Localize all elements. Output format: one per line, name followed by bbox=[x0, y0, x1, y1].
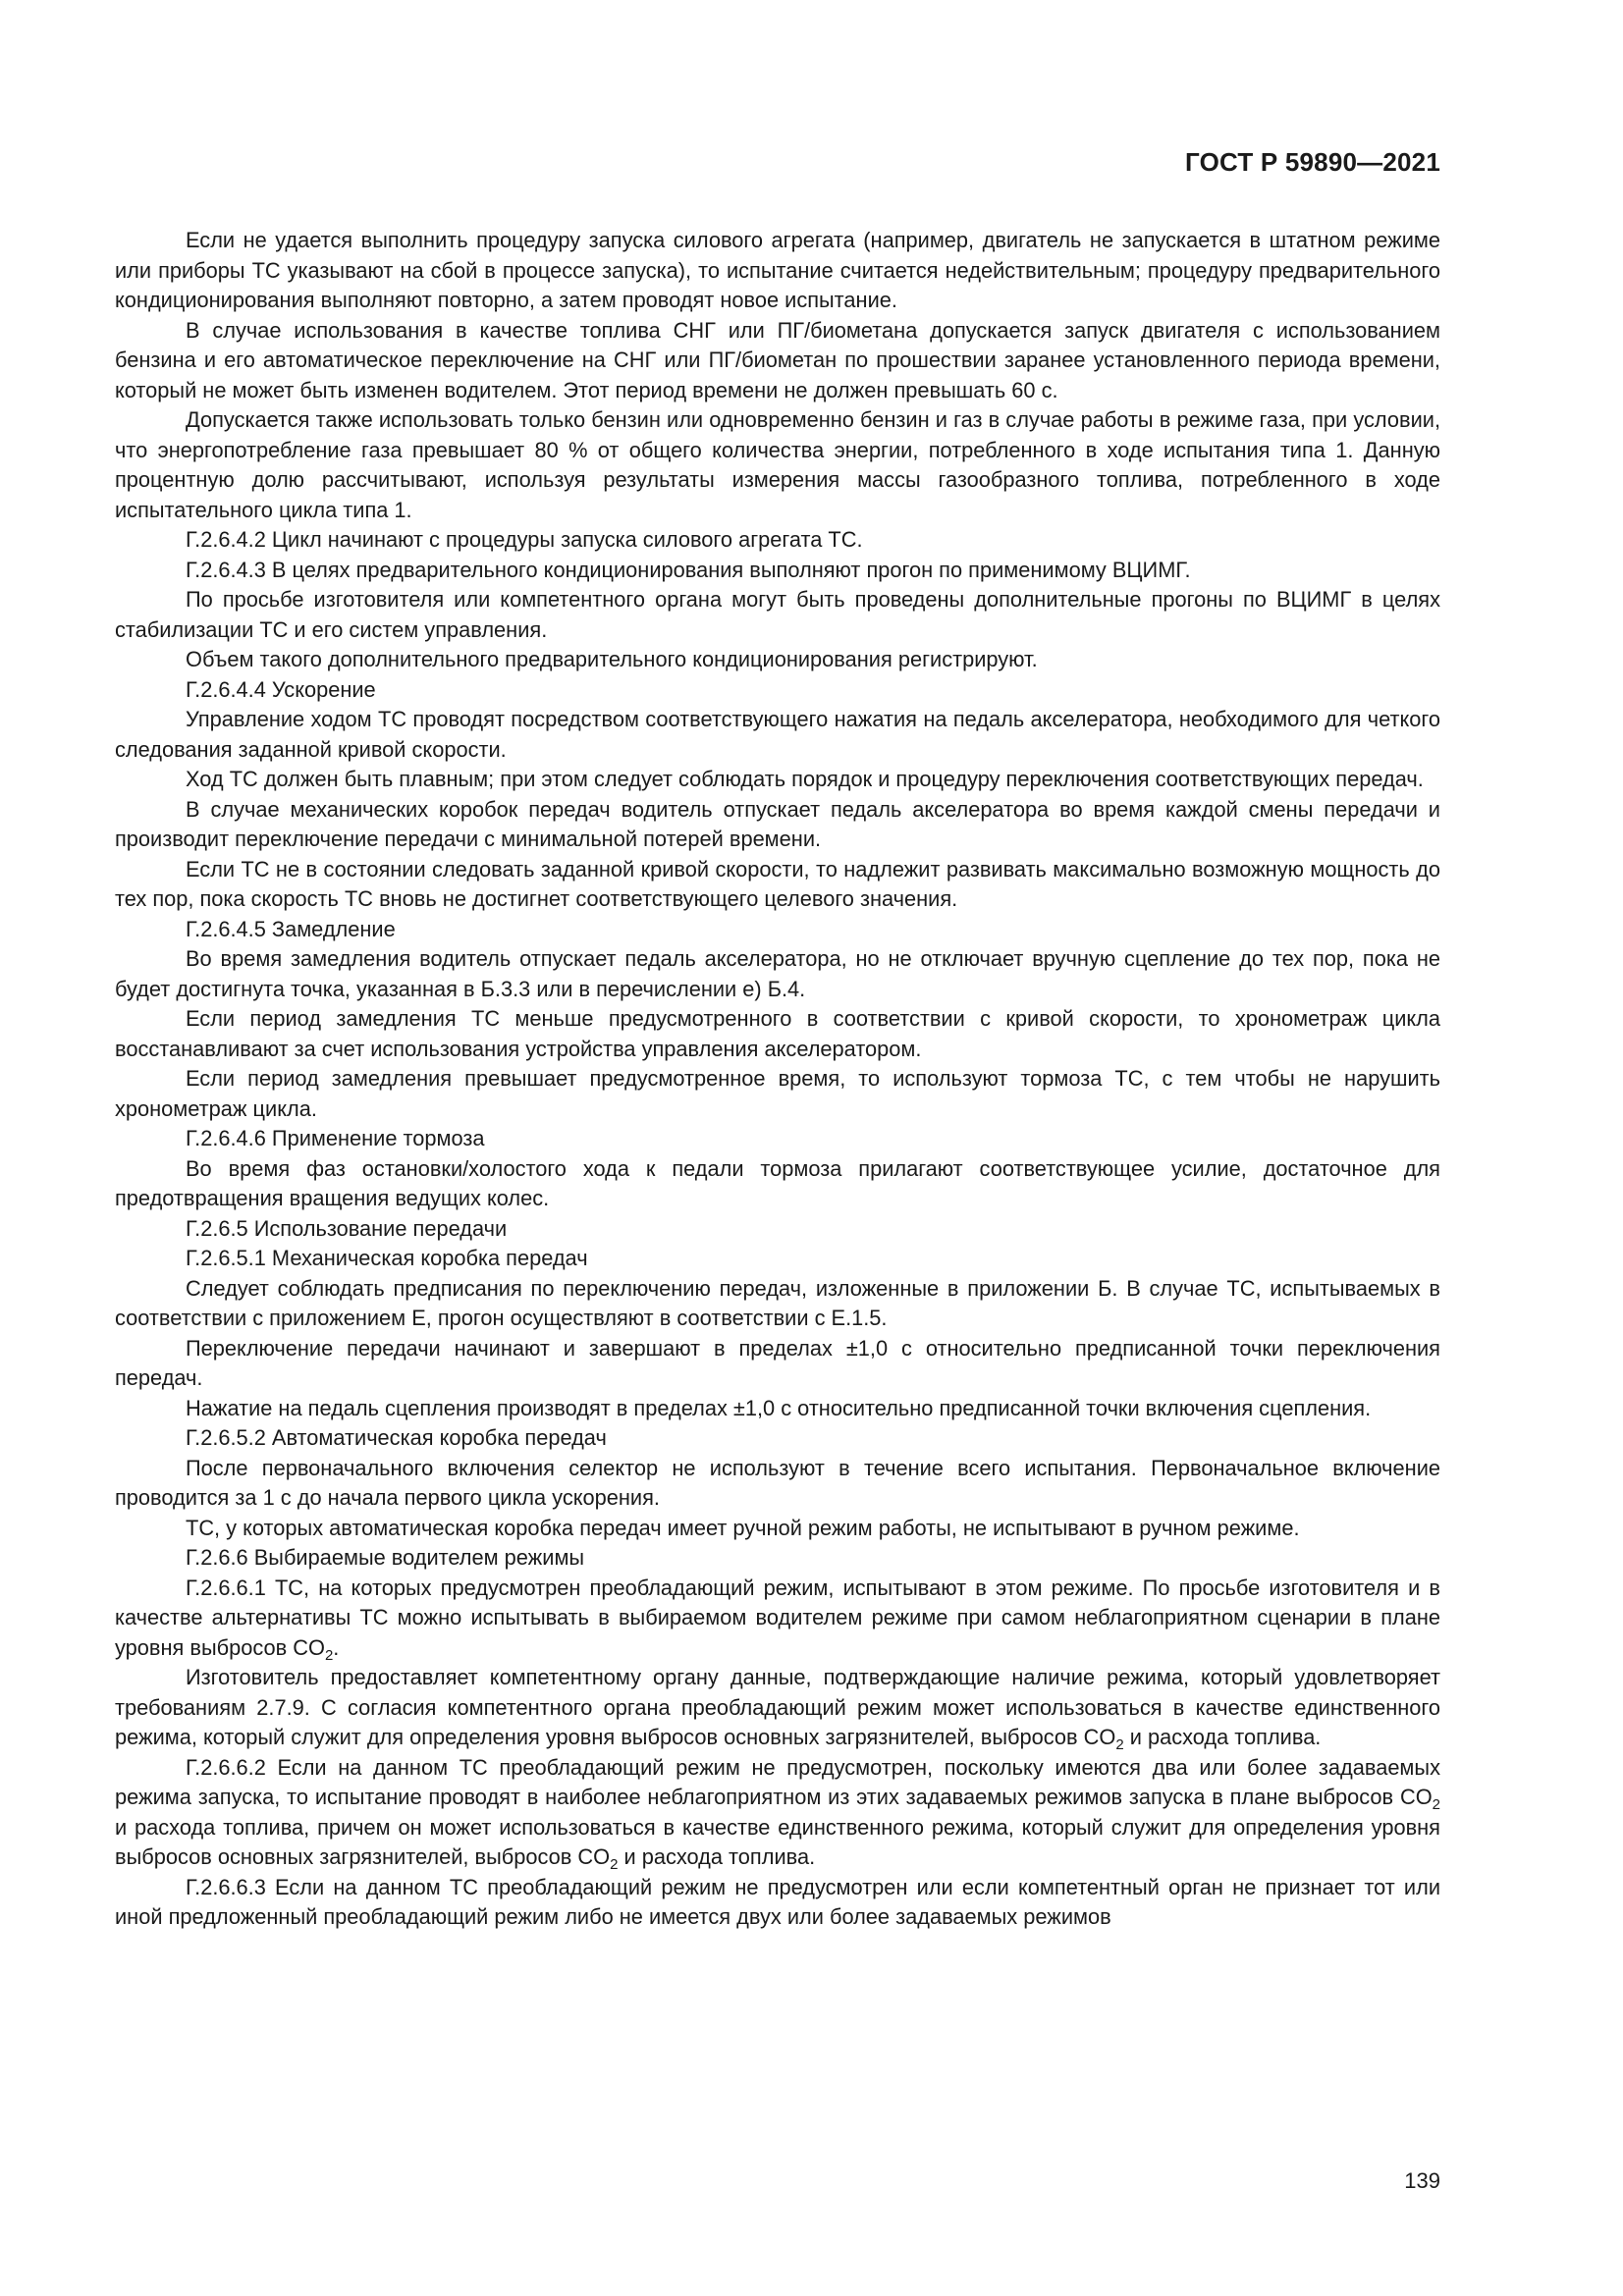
paragraph: Переключение передачи начинают и завершают в пределах ±1,0 с относительно предписанной точки переключения передач. bbox=[115, 1335, 1440, 1390]
paragraph: По просьбе изготовителя или компетентного органа могут быть проведены дополнительные прогоны по ВЦИМГ в целях стабилизации ТС и его систем управления. bbox=[115, 587, 1440, 642]
paragraph: Управление ходом ТС проводят посредством соответствующего нажатия на педаль акселератора, необходимого для четкого следования заданной кривой скорости. bbox=[115, 707, 1440, 762]
paragraph: Если период замедления превышает предусмотренное время, то используют тормоза ТС, с тем чтобы не нарушить хронометраж цикла. bbox=[115, 1066, 1440, 1121]
page-number: 139 bbox=[1404, 2168, 1440, 2193]
text-run: Г.2.6.6.1 ТС, на которых предусмотрен преобладающий режим, испытывают в этом режиме. По просьбе изготовителя и в качестве альтернативы ТС можно испытывать в выбираемом водителем режиме при самом неблагоприятном сценарии в плане уровня выбросов CO bbox=[115, 1575, 1440, 1660]
paragraph: Во время замедления водитель отпускает педаль акселератора, но не отключает вручную сцепление до тех пор, пока не будет достигнута точка, указанная в Б.3.3 или в перечислении е) Б.4. bbox=[115, 946, 1440, 1001]
paragraph: Следует соблюдать предписания по переключению передач, изложенные в приложении Б. В случае ТС, испытываемых в соответствии с приложением Е, прогон осуществляют в соответствии с Е.1.5. bbox=[115, 1275, 1440, 1330]
text-run: и расхода топлива. bbox=[618, 1844, 816, 1869]
section-heading: Г.2.6.6 Выбираемые водителем режимы bbox=[186, 1545, 585, 1570]
section-heading: Г.2.6.4.5 Замедление bbox=[186, 916, 396, 941]
text-run: и расхода топлива, причем он может использоваться в качестве единственного режима, который служит для определения уровня выбросов основных загрязнителей, выбросов CO bbox=[115, 1814, 1440, 1869]
subscript: 2 bbox=[324, 1646, 334, 1664]
subscript: 2 bbox=[1432, 1796, 1440, 1813]
section-heading: Г.2.6.4.4 Ускорение bbox=[186, 676, 376, 702]
text-run: . bbox=[333, 1634, 340, 1660]
paragraph: Объем такого дополнительного предварительного кондиционирования регистрируют. bbox=[186, 647, 1038, 671]
text-run: Изготовитель предоставляет компетентному органу данные, подтверждающие наличие режима, который удовлетворяет требованиям 2.7.9. С согласия компетентного органа преобладающий режим может использоваться в качестве единственного режима, который служит для определения уровня выбросов основных загрязнителей, выбросов CO bbox=[115, 1665, 1440, 1749]
section-heading: Г.2.6.5.1 Механическая коробка передач bbox=[186, 1246, 588, 1270]
subscript: 2 bbox=[1115, 1736, 1124, 1753]
paragraph bbox=[115, 1574, 1440, 1664]
paragraph: В случае механических коробок передач водитель отпускает педаль акселератора во время каждой смены передачи и производит переключение передачи с минимальной потерей времени. bbox=[115, 796, 1440, 851]
document-header: ГОСТ Р 59890—2021 bbox=[1185, 147, 1440, 177]
paragraph: Допускается также использовать только бензин или одновременно бензин и газ в случае работы в режиме газа, при условии, что энергопотребление газа превышает 80 % от общего количества энергии, потребленного в ходе испытания типа 1. Данную процентную долю рассчитывают, используя результаты измерения массы газообразного топлива, потребленного в ходе испытательного цикла типа 1. bbox=[115, 407, 1440, 522]
section-heading: Г.2.6.4.3 В целях предварительного кондиционирования выполняют прогон по применимому ВЦИМГ. bbox=[186, 557, 1191, 582]
paragraph: ТС, у которых автоматическая коробка передач имеет ручной режим работы, не испытывают в ручном режиме. bbox=[186, 1515, 1300, 1540]
text-run: Г.2.6.6.2 Если на данном ТС преобладающий режим не предусмотрен, поскольку имеются два или более задаваемых режима запуска, то испытание проводят в наиболее неблагоприятном из этих задаваемых режимов запуска в плане выбросов CO bbox=[115, 1754, 1440, 1809]
paragraph: Если ТС не в состоянии следовать заданной кривой скорости, то надлежит развивать максимально возможную мощность до тех пор, пока скорость ТС вновь не достигнет соответствующего целевого значения. bbox=[115, 856, 1440, 911]
paragraph: Если не удается выполнить процедуру запуска силового агрегата (например, двигатель не запускается в штатном режиме или приборы ТС указывают на сбой в процессе запуска), то испытание считается недействительным; процедуру предварительного кондиционирования выполняют повторно, а затем проводят новое испытание. bbox=[115, 228, 1440, 312]
paragraph: Если период замедления ТС меньше предусмотренного в соответствии с кривой скорости, то хронометраж цикла восстанавливают за счет использования устройства управления акселератором. bbox=[115, 1006, 1440, 1061]
paragraph: В случае использования в качестве топлива СНГ или ПГ/биометана допускается запуск двигателя с использованием бензина и его автоматическое переключение на СНГ или ПГ/биометан по прошествии заранее установленного периода времени, который не может быть изменен водителем. Этот период времени не должен превышать 60 с. bbox=[115, 317, 1440, 402]
paragraph: Нажатие на педаль сцепления производят в пределах ±1,0 с относительно предписанной точки включения сцепления. bbox=[186, 1395, 1372, 1420]
paragraph bbox=[115, 1753, 1440, 1873]
section-heading: Г.2.6.4.2 Цикл начинают с процедуры запуска силового агрегата ТС. bbox=[186, 527, 863, 552]
section-heading: Г.2.6.4.6 Применение тормоза bbox=[186, 1126, 485, 1150]
paragraph: Г.2.6.6.3 Если на данном ТС преобладающий режим не предусмотрен или если компетентный орган не признает тот или иной предложенный преобладающий режим либо не имеется двух или более задаваемых режимов bbox=[115, 1874, 1440, 1929]
paragraph: После первоначального включения селектор не используют в течение всего испытания. Первоначальное включение проводится за 1 с до начала первого цикла ускорения. bbox=[115, 1455, 1440, 1510]
text-run: и расхода топлива. bbox=[1123, 1725, 1322, 1749]
subscript: 2 bbox=[610, 1856, 619, 1873]
document-body bbox=[115, 226, 1440, 1933]
paragraph: Ход ТС должен быть плавным; при этом следует соблюдать порядок и процедуру переключения соответствующих передач. bbox=[186, 767, 1424, 791]
section-heading: Г.2.6.5 Использование передачи bbox=[186, 1215, 508, 1241]
paragraph bbox=[115, 1663, 1440, 1753]
section-heading: Г.2.6.5.2 Автоматическая коробка передач bbox=[186, 1425, 607, 1450]
paragraph: Во время фаз остановки/холостого хода к педали тормоза прилагают соответствующее усилие, достаточное для предотвращения вращения ведущих колес. bbox=[115, 1155, 1440, 1210]
